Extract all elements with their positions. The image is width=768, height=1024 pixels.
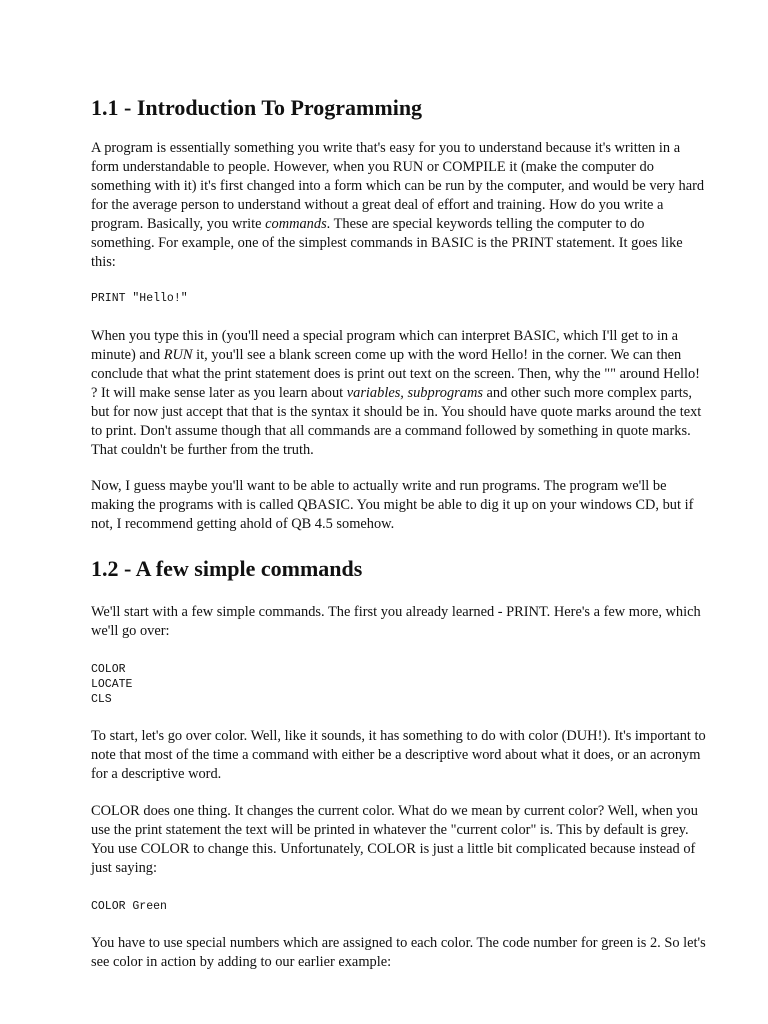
- code-line: LOCATE: [91, 678, 133, 691]
- qbasic-paragraph: Now, I guess maybe you'll want to be able to actually write and run programs. The program we'll be making the programs with is called QBASIC. You might be able to dig it up on your windows CD, but if not, I recommend getting ahold of QB 4.5 somehow.: [91, 478, 694, 532]
- color-intro-paragraph: To start, let's go over color. Well, like it sounds, it has something to do with color (DUH!). It's important to note that most of the time a command with either be a descriptive word about what it does, or an acronym for a descriptive word.: [91, 728, 706, 782]
- section-heading-commands: 1.2 - A few simple commands: [91, 556, 363, 581]
- commands-intro-paragraph: We'll start with a few simple commands. The first you already learned - PRINT. Here's a few more, which we'll go over:: [91, 604, 701, 639]
- code-example-print: PRINT "Hello!": [91, 292, 188, 305]
- intro-paragraph-text-a: A program is essentially something you write that's easy for you to understand because it's written in a form understandable to people. However, when you RUN or COMPILE it (make the computer do something with it) it's first changed into a form which can be run by the computer, and would be very hard for the average person to understand without a great deal of effort and training. How do you write a program. Basically, you write: [91, 140, 705, 232]
- color-explanation-paragraph: COLOR does one thing. It changes the current color. What do we mean by current color? Well, when you use the print statement the text will be printed in whatever the "current color" is. This by default is grey. You use COLOR to change this. Unfortunately, COLOR is just a little bit complicated because instead of just saying:: [91, 803, 698, 876]
- print-explanation-text-b: it, you'll see a blank screen come up with the word Hello! in the corner. We can then conclude that what the print statement does is print out text on the screen. Then, why the "" around Hello! ? It will make sense later as you learn about: [91, 347, 700, 401]
- intro-paragraph: [91, 139, 708, 272]
- color-numbers-paragraph: You have to use special numbers which are assigned to each color. The code number for green is 2. So let's see color in action by adding to our earlier example:: [91, 935, 706, 970]
- section-heading-intro: 1.1 - Introduction To Programming: [91, 95, 423, 120]
- print-explanation-emphasis-run: RUN: [163, 347, 193, 363]
- print-explanation-text-a: When you type this in (you'll need a special program which can interpret BASIC, which I'll get to in a minute) and: [91, 328, 679, 363]
- intro-paragraph-text-b: . These are special keywords telling the computer to do something. For example, one of the simplest commands in BASIC is the PRINT statement. It goes like this:: [91, 216, 683, 270]
- intro-paragraph-emphasis: commands: [265, 216, 327, 232]
- code-example-color: COLOR Green: [91, 900, 167, 913]
- code-command-list: [91, 662, 708, 707]
- code-line: CLS: [91, 693, 112, 706]
- print-explanation-text-c: and other such more complex parts, but for now just accept that that is the syntax it should be in. You should have quote marks around the text to print. Don't assume though that all commands are a command followed by something in quote marks. That couldn't be further from the truth.: [91, 385, 702, 458]
- print-explanation-paragraph: [91, 327, 708, 460]
- print-explanation-emphasis-variables: variables, subprograms: [346, 385, 483, 401]
- code-line: COLOR: [91, 663, 126, 676]
